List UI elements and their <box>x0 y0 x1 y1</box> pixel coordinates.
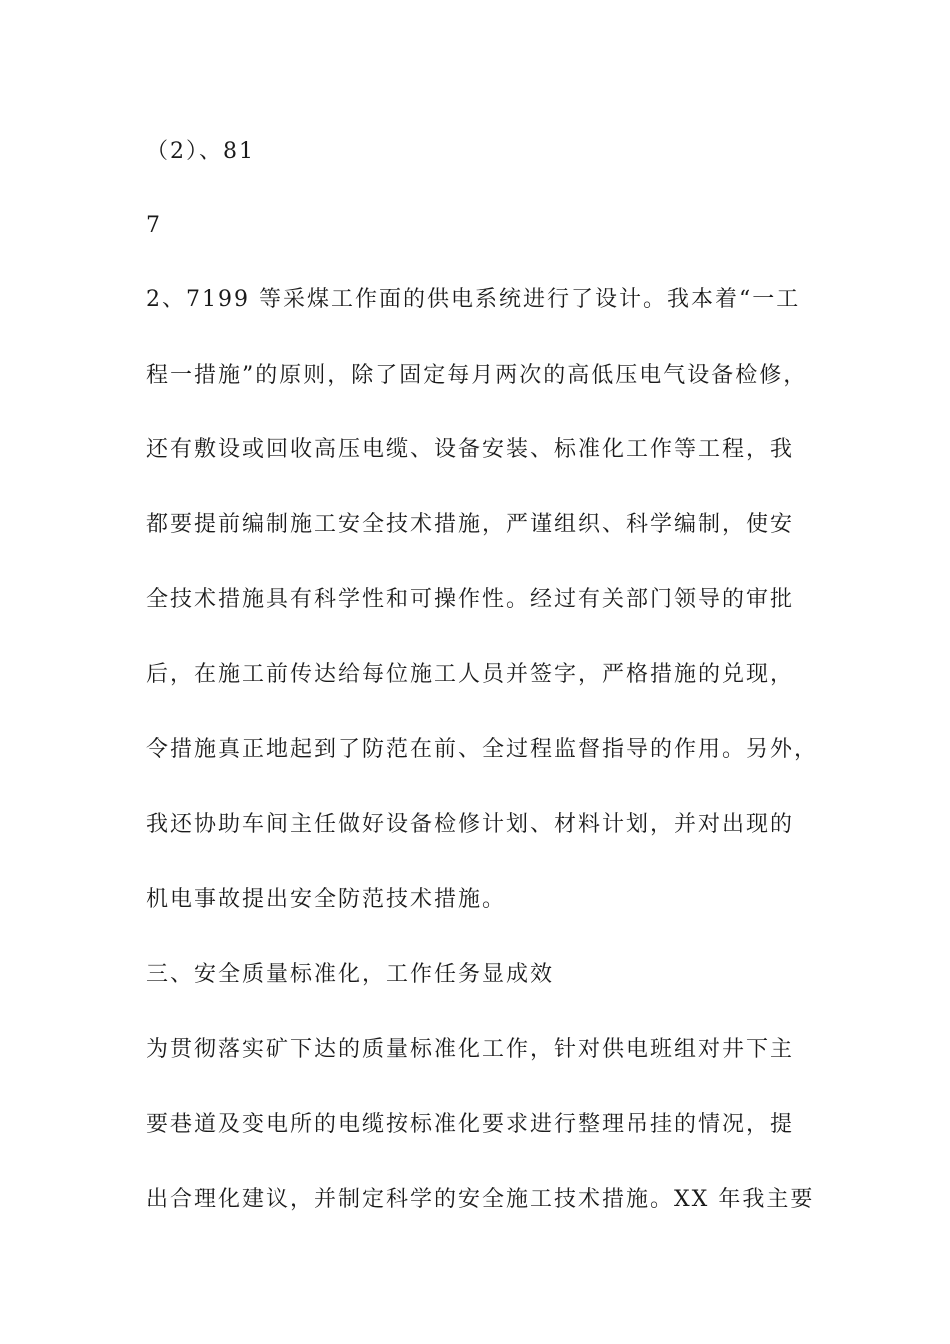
text-line: 2、7199 等采煤工作面的供电系统进行了设计。我本着“一工 <box>146 287 801 312</box>
text-line: 要巷道及变电所的电缆按标准化要求进行整理吊挂的情况，提 <box>146 1112 795 1137</box>
text-line: 令措施真正地起到了防范在前、全过程监督指导的作用。另外， <box>146 737 819 762</box>
text-line: 机电事故提出安全防范技术措施。 <box>146 887 507 912</box>
text-line: 为贯彻落实矿下达的质量标准化工作，针对供电班组对井下主 <box>146 1037 795 1062</box>
text-line: 我还协助车间主任做好设备检修计划、材料计划，并对出现的 <box>146 812 795 837</box>
text-line: 程一措施”的原则，除了固定每月两次的高低压电气设备检修， <box>146 363 808 388</box>
text-line: 出合理化建议，并制定科学的安全施工技术措施。XX 年我主要 <box>146 1187 815 1212</box>
text-line: 7 <box>146 213 162 238</box>
text-line: 还有敷设或回收高压电缆、设备安装、标准化工作等工程，我 <box>146 437 795 462</box>
section-heading: 三、安全质量标准化，工作任务显成效 <box>146 962 555 987</box>
text-line: 都要提前编制施工安全技术措施，严谨组织、科学编制，使安 <box>146 512 795 537</box>
text-line: 全技术措施具有科学性和可操作性。经过有关部门领导的审批 <box>146 587 795 612</box>
text-line: （2）、81 <box>146 139 255 164</box>
text-line: 后，在施工前传达给每位施工人员并签字，严格措施的兑现， <box>146 662 795 687</box>
